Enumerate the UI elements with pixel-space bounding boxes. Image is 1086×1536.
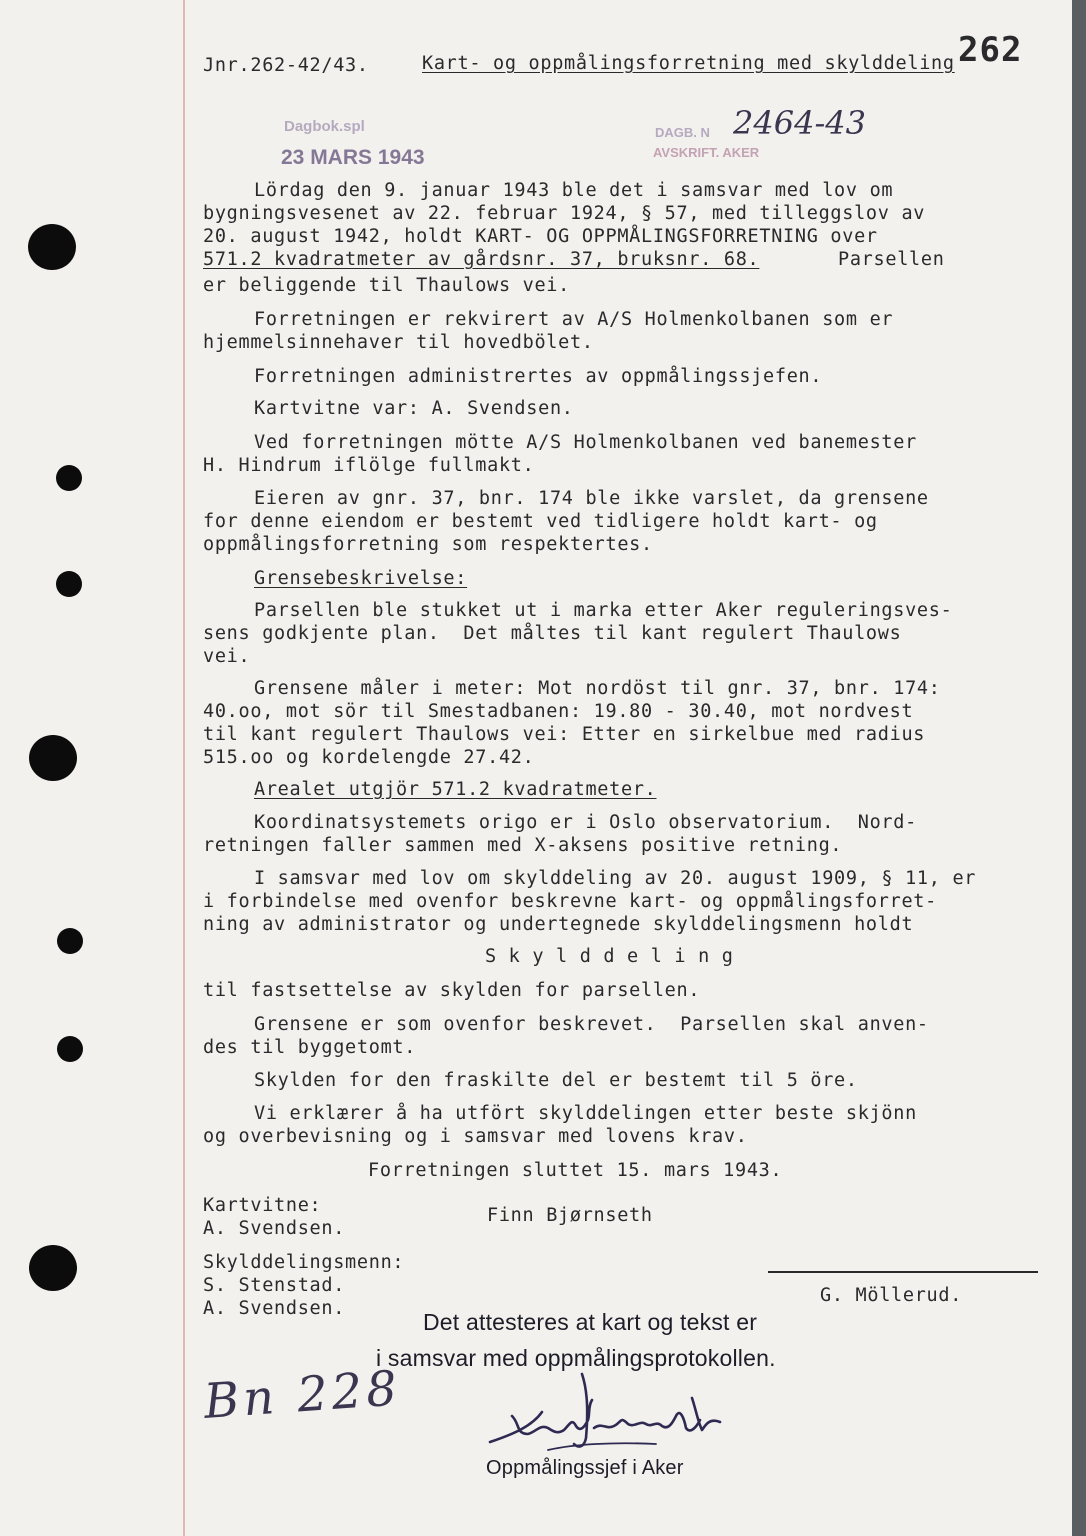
text-line: 515.oo og kordelengde 27.42. [203, 747, 535, 768]
red-margin-line [183, 0, 185, 1536]
heading-arealet: Arealet utgjör 571.2 kvadratmeter. [254, 779, 657, 800]
document-title: Kart- og oppmålingsforretning med skylddeling [422, 53, 955, 74]
kartvitne-name: A. Svendsen. [203, 1218, 346, 1239]
text-line: Vi erklærer å ha utfört skylddelingen etter beste skjönn [254, 1103, 917, 1124]
text-line: oppmålingsforretning som respektertes. [203, 534, 653, 555]
kartvitne-label: Kartvitne: [203, 1195, 322, 1216]
text-line: 40.oo, mot sör til Smestadbanen: 19.80 - 30.40, mot nordvest [203, 701, 914, 722]
text-line: des til byggetomt. [203, 1037, 417, 1058]
text-line: Grensene måler i meter: Mot nordöst til gnr. 37, bnr. 174: [254, 678, 941, 699]
skylddelingsmann-2: A. Svendsen. [203, 1298, 346, 1319]
text-line: ning av administrator og undertegnede skylddelingsmenn holdt [203, 914, 914, 935]
text-line: og overbevisning og i samsvar med lovens krav. [203, 1126, 748, 1147]
attestation-line-1: Det attesteres at kart og tekst er [423, 1309, 758, 1335]
attestation-line-2: i samsvar med oppmålingsprotokollen. [376, 1345, 776, 1371]
avskrift-stamp: AVSKRIFT. AKER [653, 145, 760, 160]
skylddelingsmenn-label: Skylddelingsmenn: [203, 1252, 405, 1273]
text-line: retningen faller sammen med X-aksens positive retning. [203, 835, 843, 856]
text-line: Eieren av gnr. 37, bnr. 174 ble ikke varslet, da grensene [254, 488, 929, 509]
handwritten-reference: Bn 228 [202, 1360, 403, 1430]
text-line: Forretningen er rekvirert av A/S Holmenkolbanen som er [254, 309, 894, 330]
text-line: til kant regulert Thaulows vei: Etter en sirkelbue med radius [203, 724, 926, 745]
heading-skylddeling: S k y l d d e l i n g [485, 946, 734, 967]
text-line: Parsellen [838, 249, 945, 270]
third-signatory: G. Möllerud. [820, 1285, 963, 1306]
text-line: Koordinatsystemets origo er i Oslo observatorium. Nord- [254, 812, 917, 833]
punch-hole [56, 465, 82, 491]
punch-hole [28, 224, 76, 270]
text-line: Lördag den 9. januar 1943 ble det i samsvar med lov om [254, 180, 894, 201]
text-line: Parsellen ble stukket ut i marka etter Aker reguleringsves- [254, 600, 953, 621]
text-line: er beliggende til Thaulows vei. [203, 275, 570, 296]
text-line: I samsvar med lov om skylddeling av 20. august 1909, § 11, er [254, 868, 977, 889]
text-line-underlined: 571.2 kvadratmeter av gårdsnr. 37, bruksnr. 68. [203, 249, 760, 270]
closing-line: Forretningen sluttet 15. mars 1943. [368, 1160, 783, 1181]
scan-edge [1072, 0, 1086, 1536]
punch-hole [29, 1245, 77, 1291]
signature-line [768, 1271, 1038, 1273]
punch-hole [57, 928, 83, 954]
text-line: for denne eiendom er bestemt ved tidligere holdt kart- og [203, 511, 878, 532]
text-line: H. Hindrum iflölge fullmakt. [203, 455, 535, 476]
attestation-title: Oppmålingssjef i Aker [486, 1457, 684, 1479]
text-line: Skylden for den fraskilte del er bestemt til 5 öre. [254, 1070, 858, 1091]
text-line: Forretningen administrertes av oppmålingssjefen. [254, 366, 823, 387]
text-line: i forbindelse med ovenfor beskrevne kart- og oppmålingsforret- [203, 891, 937, 912]
punch-hole [57, 1036, 83, 1062]
dagb-no-label: DAGB. N [655, 125, 710, 140]
text-line: hjemmelsinnehaver til hovedbölet. [203, 332, 594, 353]
text-line: 20. august 1942, holdt KART- OG OPPMÅLINGSFORRETNING over [203, 226, 878, 247]
text-line: sens godkjente plan. Det måltes til kant regulert Thaulows [203, 623, 902, 644]
punch-hole [56, 571, 82, 597]
heading-grensebeskrivelse: Grensebeskrivelse: [254, 568, 468, 589]
dagb-no-value: 2464-43 [733, 104, 866, 142]
administrator-name: Finn Bjørnseth [487, 1205, 653, 1226]
text-line: bygningsvesenet av 22. februar 1924, § 57, med tilleggslov av [203, 203, 926, 224]
text-line: til fastsettelse av skylden for parsellen. [203, 980, 701, 1001]
text-line: vei. [203, 646, 251, 667]
text-line: Ved forretningen mötte A/S Holmenkolbanen ved banemester [254, 432, 917, 453]
skylddelingsmann-1: S. Stenstad. [203, 1275, 346, 1296]
page-number: 262 [958, 30, 1023, 70]
handwritten-signature [484, 1368, 734, 1460]
text-line: Grensene er som ovenfor beskrevet. Parsellen skal anven- [254, 1014, 929, 1035]
punch-hole [29, 735, 77, 781]
text-line: Kartvitne var: A. Svendsen. [254, 398, 574, 419]
dagbok-stamp-date: 23 MARS 1943 [281, 146, 425, 169]
dagbok-stamp-label: Dagbok.spl [284, 118, 365, 135]
journal-number: Jnr.262-42/43. [203, 55, 369, 76]
